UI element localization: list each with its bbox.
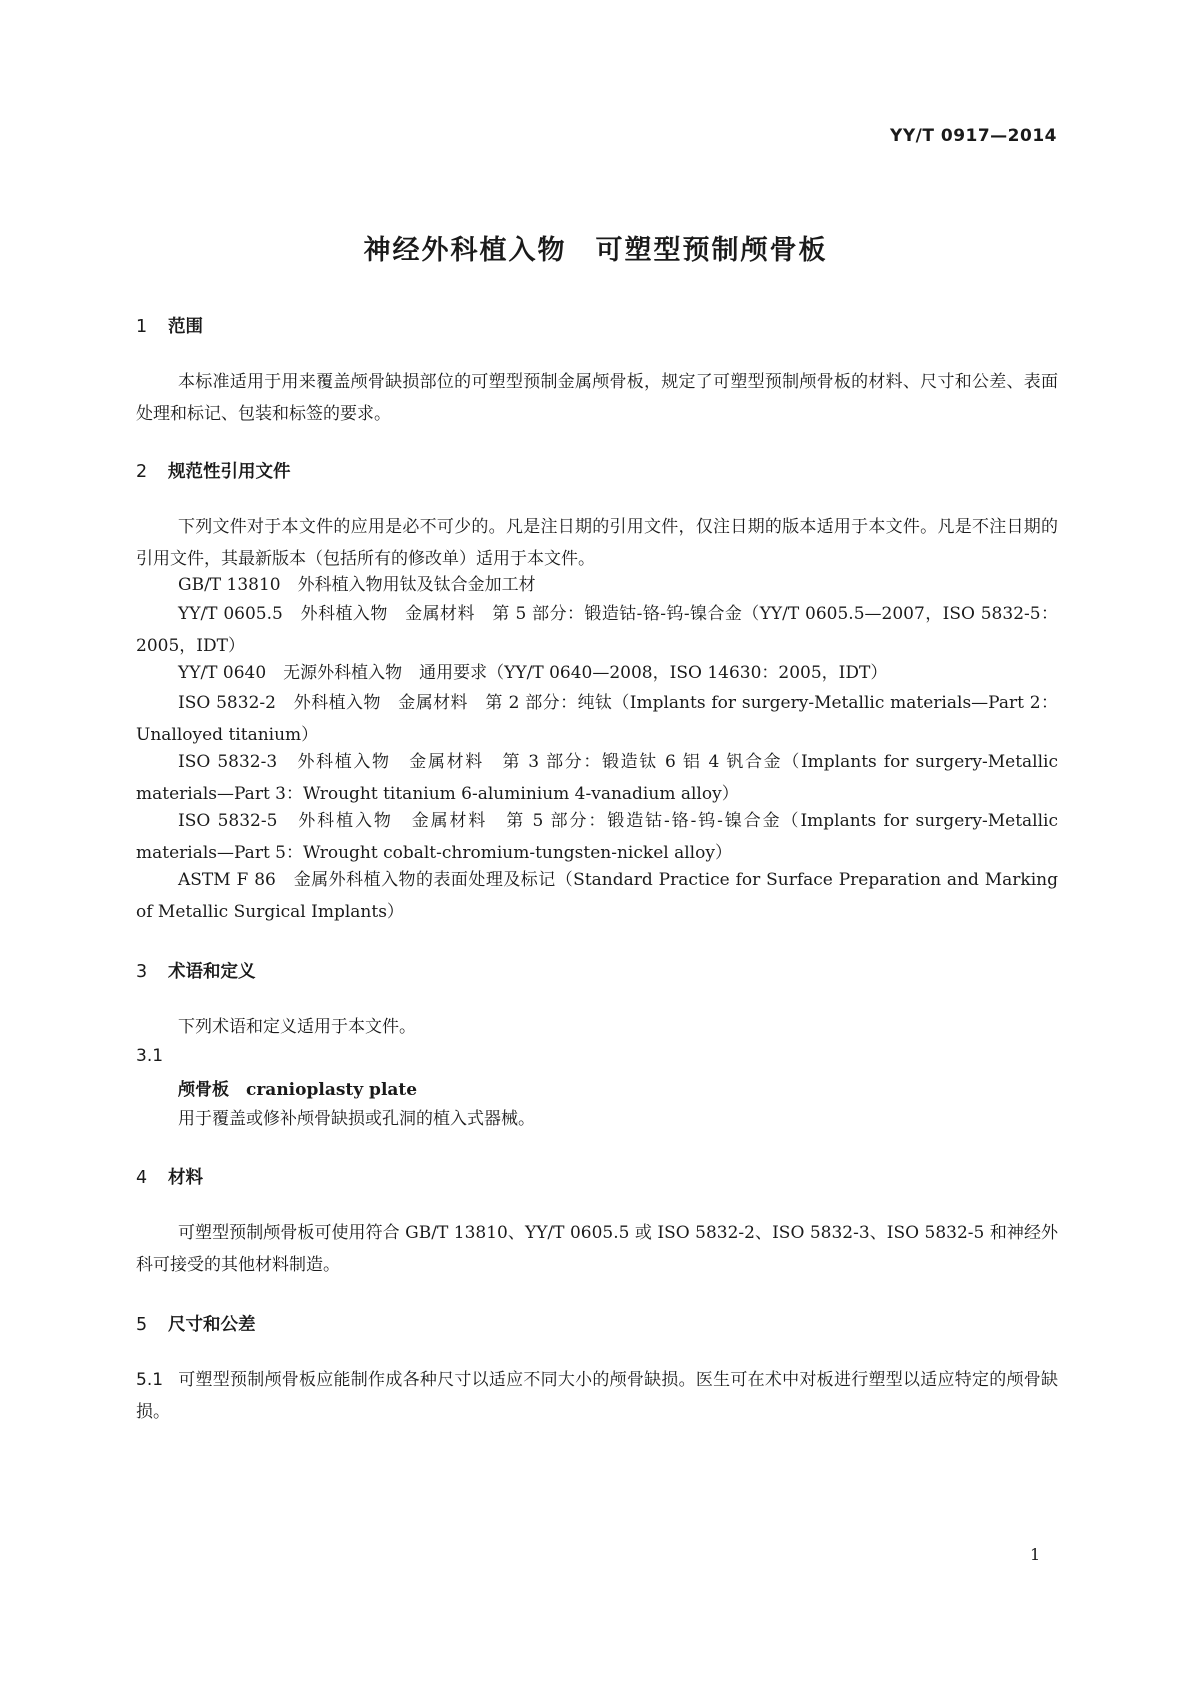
section-5-heading xyxy=(136,1311,256,1336)
section-title: 材料 xyxy=(168,1168,203,1188)
section-number: 4 xyxy=(136,1168,148,1188)
normative-intro-paragraph: 下列文件对于本文件的应用是必不可少的。凡是注日期的引用文件，仅注日期的版本适用于本文件。凡是不注日期的引用文件，其最新版本（包括所有的修改单）适用于本文件。 xyxy=(136,517,1058,569)
term-name: 颅骨板 cranioplasty plate xyxy=(178,1080,418,1100)
section-title: 尺寸和公差 xyxy=(168,1315,256,1335)
clause-text: 可塑型预制颅骨板应能制作成各种尺寸以适应不同大小的颅骨缺损。医生可在术中对板进行塑型以适应特定的颅骨缺损。 xyxy=(136,1370,1058,1422)
reference-item: ISO 5832-3 外科植入物 金属材料 第 3 部分：锻造钛 6 铝 4 钒合金（Implants for surgery-Metallic materials—Part 3：Wrought titanium 6-aluminium 4-vanadium alloy） xyxy=(136,752,1058,804)
section-2-heading xyxy=(136,458,291,483)
reference-item: ISO 5832-2 外科植入物 金属材料 第 2 部分：纯钛（Implants for surgery-Metallic materials—Part 2：Unalloyed titanium） xyxy=(136,693,1058,745)
section-3-heading xyxy=(136,958,256,983)
section-title: 规范性引用文件 xyxy=(168,462,291,482)
reference-item: ASTM F 86 金属外科植入物的表面处理及标记（Standard Practice for Surface Preparation and Marking of Metallic Surgical Implants） xyxy=(136,870,1058,922)
clause-5-1 xyxy=(136,1365,1058,1428)
section-title: 术语和定义 xyxy=(168,962,256,982)
reference-item: GB/T 13810 外科植入物用钛及钛合金加工材 xyxy=(178,575,536,595)
standard-code: YY/T 0917—2014 xyxy=(890,126,1057,146)
term-definition: 用于覆盖或修补颅骨缺损或孔洞的植入式器械。 xyxy=(178,1109,535,1129)
section-title: 范围 xyxy=(168,317,203,337)
page-number: 1 xyxy=(1030,1545,1041,1564)
section-1-heading xyxy=(136,313,203,338)
reference-item: YY/T 0640 无源外科植入物 通用要求（YY/T 0640—2008，ISO 14630：2005，IDT） xyxy=(178,663,888,683)
term-number: 3.1 xyxy=(136,1046,164,1066)
materials-paragraph: 可塑型预制颅骨板可使用符合 GB/T 13810、YY/T 0605.5 或 ISO 5832-2、ISO 5832-3、ISO 5832-5 和神经外科可接受的其他材料制造。 xyxy=(136,1223,1058,1275)
scope-paragraph: 本标准适用于用来覆盖颅骨缺损部位的可塑型预制金属颅骨板，规定了可塑型预制颅骨板的材料、尺寸和公差、表面处理和标记、包装和标签的要求。 xyxy=(136,372,1058,424)
clause-number: 5.1 xyxy=(136,1370,164,1390)
reference-item: ISO 5832-5 外科植入物 金属材料 第 5 部分：锻造钴-铬-钨-镍合金（Implants for surgery-Metallic materials—Part 5：Wrought cobalt-chromium-tungsten-nickel alloy） xyxy=(136,811,1058,863)
section-number: 3 xyxy=(136,962,148,982)
terms-intro-paragraph: 下列术语和定义适用于本文件。 xyxy=(178,1017,416,1037)
document-title: 神经外科植入物 可塑型预制颅骨板 xyxy=(363,235,828,266)
section-number: 2 xyxy=(136,462,148,482)
section-number: 5 xyxy=(136,1315,148,1335)
reference-item: YY/T 0605.5 外科植入物 金属材料 第 5 部分：锻造钴-铬-钨-镍合金（YY/T 0605.5—2007，ISO 5832-5：2005，IDT） xyxy=(136,604,1058,656)
section-number: 1 xyxy=(136,317,148,337)
section-4-heading xyxy=(136,1164,203,1189)
